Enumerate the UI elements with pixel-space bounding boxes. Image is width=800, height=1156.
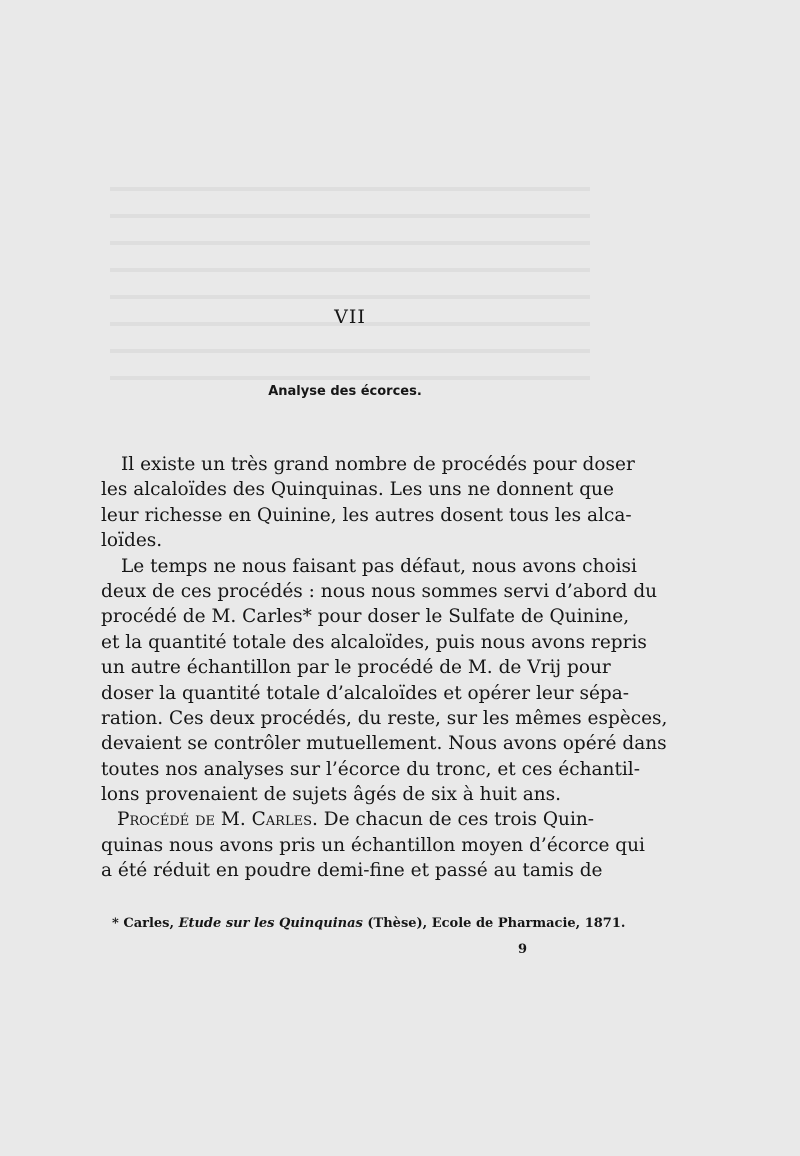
paragraph-line: devaient se contrôler mutuellement. Nous avons opéré dans xyxy=(101,733,667,755)
paragraph-line: Le temps ne nous faisant pas défaut, nous avons choisi xyxy=(121,555,637,577)
procede-line-rest: De chacun de ces trois Quin- xyxy=(323,809,595,831)
footnote-rest: (Thèse), Ecole de Pharmacie, 1871. xyxy=(367,916,626,931)
paragraph-line: lons provenaient de sujets âgés de six à huit ans. xyxy=(101,784,562,806)
footnote-author: Carles, xyxy=(123,916,175,931)
paragraph-line: deux de ces procédés : nous nous sommes servi d’abord du xyxy=(101,580,658,602)
paragraph-line: un autre échantillon par le procédé de M. de Vrij pour xyxy=(101,657,611,679)
footnote xyxy=(112,916,626,931)
paragraph-line: quinas nous avons pris un échantillon moyen d’écorce qui xyxy=(101,834,645,856)
paragraph-line: toutes nos analyses sur l’écorce du tronc, et ces échantil- xyxy=(101,758,640,780)
footnote-marker: * xyxy=(112,916,119,931)
paragraph-line: et la quantité totale des alcaloïdes, puis nous avons repris xyxy=(101,631,647,653)
paragraph-line: leur richesse en Quinine, les autres dosent tous les alca- xyxy=(101,504,632,526)
section-title: Analyse des écorces. xyxy=(268,384,422,399)
paragraph-line: doser la quantité totale d’alcaloïdes et opérer leur sépa- xyxy=(101,682,630,704)
paragraph-line: a été réduit en poudre demi-fine et passé au tamis de xyxy=(101,860,603,882)
procede-line xyxy=(101,807,595,832)
paragraph-line: les alcaloïdes des Quinquinas. Les uns ne donnent que xyxy=(101,479,614,501)
chapter-number: VII xyxy=(334,306,366,328)
footnote-work: Etude sur les Quinquinas xyxy=(178,916,363,931)
paragraph-line: ration. Ces deux procédés, du reste, sur les mêmes espèces, xyxy=(101,707,668,729)
paragraph-line: loïdes. xyxy=(101,530,163,552)
procede-heading: Procédé de M. Carles. xyxy=(117,809,318,831)
body-text xyxy=(101,452,668,884)
show-through-texture xyxy=(110,170,590,400)
paragraph-line: procédé de M. Carles* pour doser le Sulfate de Quinine, xyxy=(101,606,630,628)
paragraph-line: Il existe un très grand nombre de procédés pour doser xyxy=(121,454,635,475)
signature-mark: 9 xyxy=(518,942,528,957)
